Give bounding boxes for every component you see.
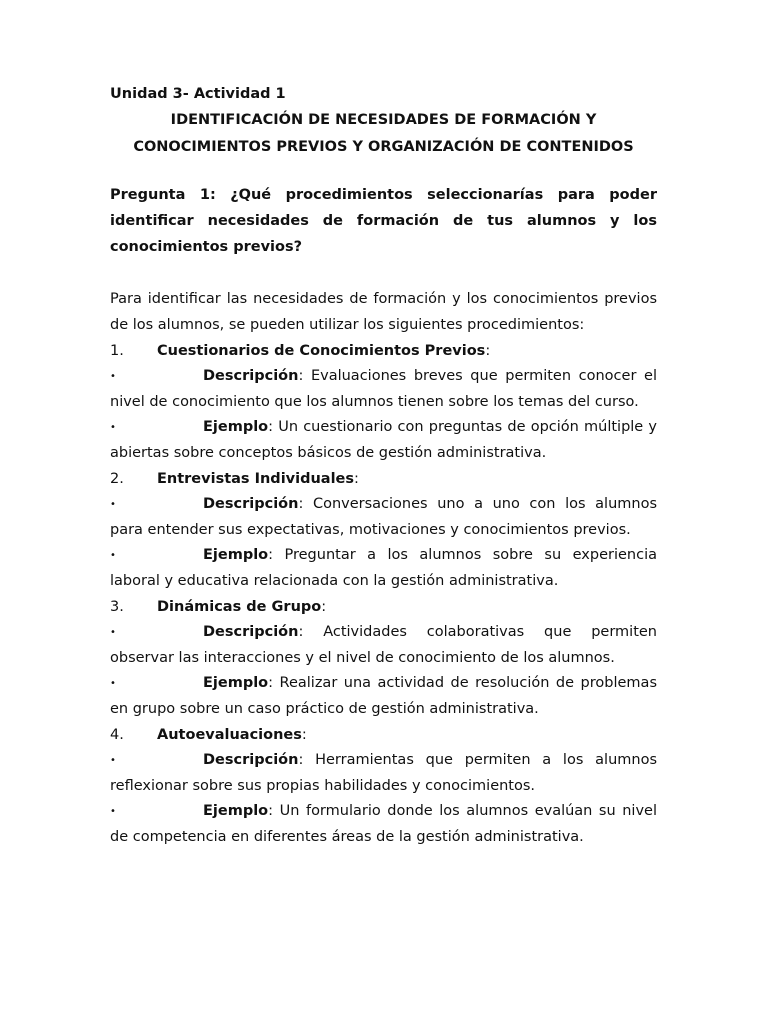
bullet-text: : Conversaciones uno a uno con los alumnos para entender sus expectativas, motivaciones y conocimientos previos. <box>110 496 657 538</box>
bullet-label: Descripción <box>203 752 299 768</box>
item-number: 3. <box>110 599 124 615</box>
bullet-text: : Herramientas que permiten a los alumnos reflexionar sobre sus propias habilidades y conocimientos. <box>110 752 657 794</box>
item-heading <box>110 466 657 492</box>
bullet-item <box>110 492 657 543</box>
bullet-item <box>110 799 657 850</box>
intro-paragraph: Para identificar las necesidades de formación y los conocimientos previos de los alumnos, se pueden utilizar los siguientes procedimientos: <box>110 291 657 333</box>
bullet-text: : Un formulario donde los alumnos evalúan su nivel de competencia en diferentes áreas de la gestión administrativa. <box>110 803 657 845</box>
bullet-icon: • <box>110 806 116 817</box>
item-suffix: : <box>321 599 327 615</box>
bullet-icon: • <box>110 499 116 510</box>
item-suffix: : <box>354 471 359 487</box>
bullet-item <box>110 415 657 466</box>
bullet-item <box>110 620 657 671</box>
bullet-icon: • <box>110 627 116 638</box>
item-number: 1. <box>110 343 124 359</box>
bullet-text: : Preguntar a los alumnos sobre su experiencia laboral y educativa relacionada con la gestión administrativa. <box>110 547 657 589</box>
title-line-2: CONOCIMIENTOS PREVIOS Y ORGANIZACIÓN DE CONTENIDOS <box>133 139 634 155</box>
bullet-text: : Realizar una actividad de resolución de problemas en grupo sobre un caso práctico de gestión administrativa. <box>110 675 657 717</box>
item-number: 2. <box>110 471 124 487</box>
title-line-1: IDENTIFICACIÓN DE NECESIDADES DE FORMACIÓN Y <box>170 112 597 128</box>
item-number: 4. <box>110 727 124 743</box>
item-title: Dinámicas de Grupo <box>157 599 322 615</box>
bullet-icon: • <box>110 755 116 766</box>
bullet-icon: • <box>110 371 116 382</box>
document-page <box>110 82 657 850</box>
item-heading <box>110 722 657 748</box>
bullet-text: : Evaluaciones breves que permiten conocer el nivel de conocimiento que los alumnos tienen sobre los temas del curso. <box>110 368 657 410</box>
bullet-label: Ejemplo <box>203 675 269 691</box>
item-title: Autoevaluaciones <box>157 727 302 743</box>
bullet-label: Descripción <box>203 368 299 384</box>
bullet-text: : Un cuestionario con preguntas de opción múltiple y abiertas sobre conceptos básicos de gestión administrativa. <box>110 419 657 461</box>
bullet-label: Ejemplo <box>203 803 269 819</box>
bullet-item <box>110 748 657 799</box>
bullet-item <box>110 671 657 722</box>
item-suffix: : <box>301 727 307 743</box>
item-suffix: : <box>485 343 491 359</box>
bullet-icon: • <box>110 422 116 433</box>
bullet-item <box>110 543 657 594</box>
item-heading <box>110 338 657 364</box>
item-title: Cuestionarios de Conocimientos Previos <box>157 343 486 359</box>
item-title: Entrevistas Individuales <box>157 471 355 487</box>
bullet-text: : Actividades colaborativas que permiten observar las interacciones y el nivel de conocimiento de los alumnos. <box>110 624 657 666</box>
item-heading <box>110 594 657 620</box>
bullet-item <box>110 364 657 415</box>
unit-heading: Unidad 3- Actividad 1 <box>110 86 286 102</box>
bullet-icon: • <box>110 678 116 689</box>
bullet-label: Descripción <box>203 496 299 512</box>
bullet-label: Ejemplo <box>203 547 269 563</box>
bullet-label: Descripción <box>203 624 299 640</box>
bullet-icon: • <box>110 550 116 561</box>
question-text: Pregunta 1: ¿Qué procedimientos seleccionarías para poder identificar necesidades de formación de tus alumnos y los conocimientos previos? <box>110 187 657 255</box>
bullet-label: Ejemplo <box>203 419 269 435</box>
